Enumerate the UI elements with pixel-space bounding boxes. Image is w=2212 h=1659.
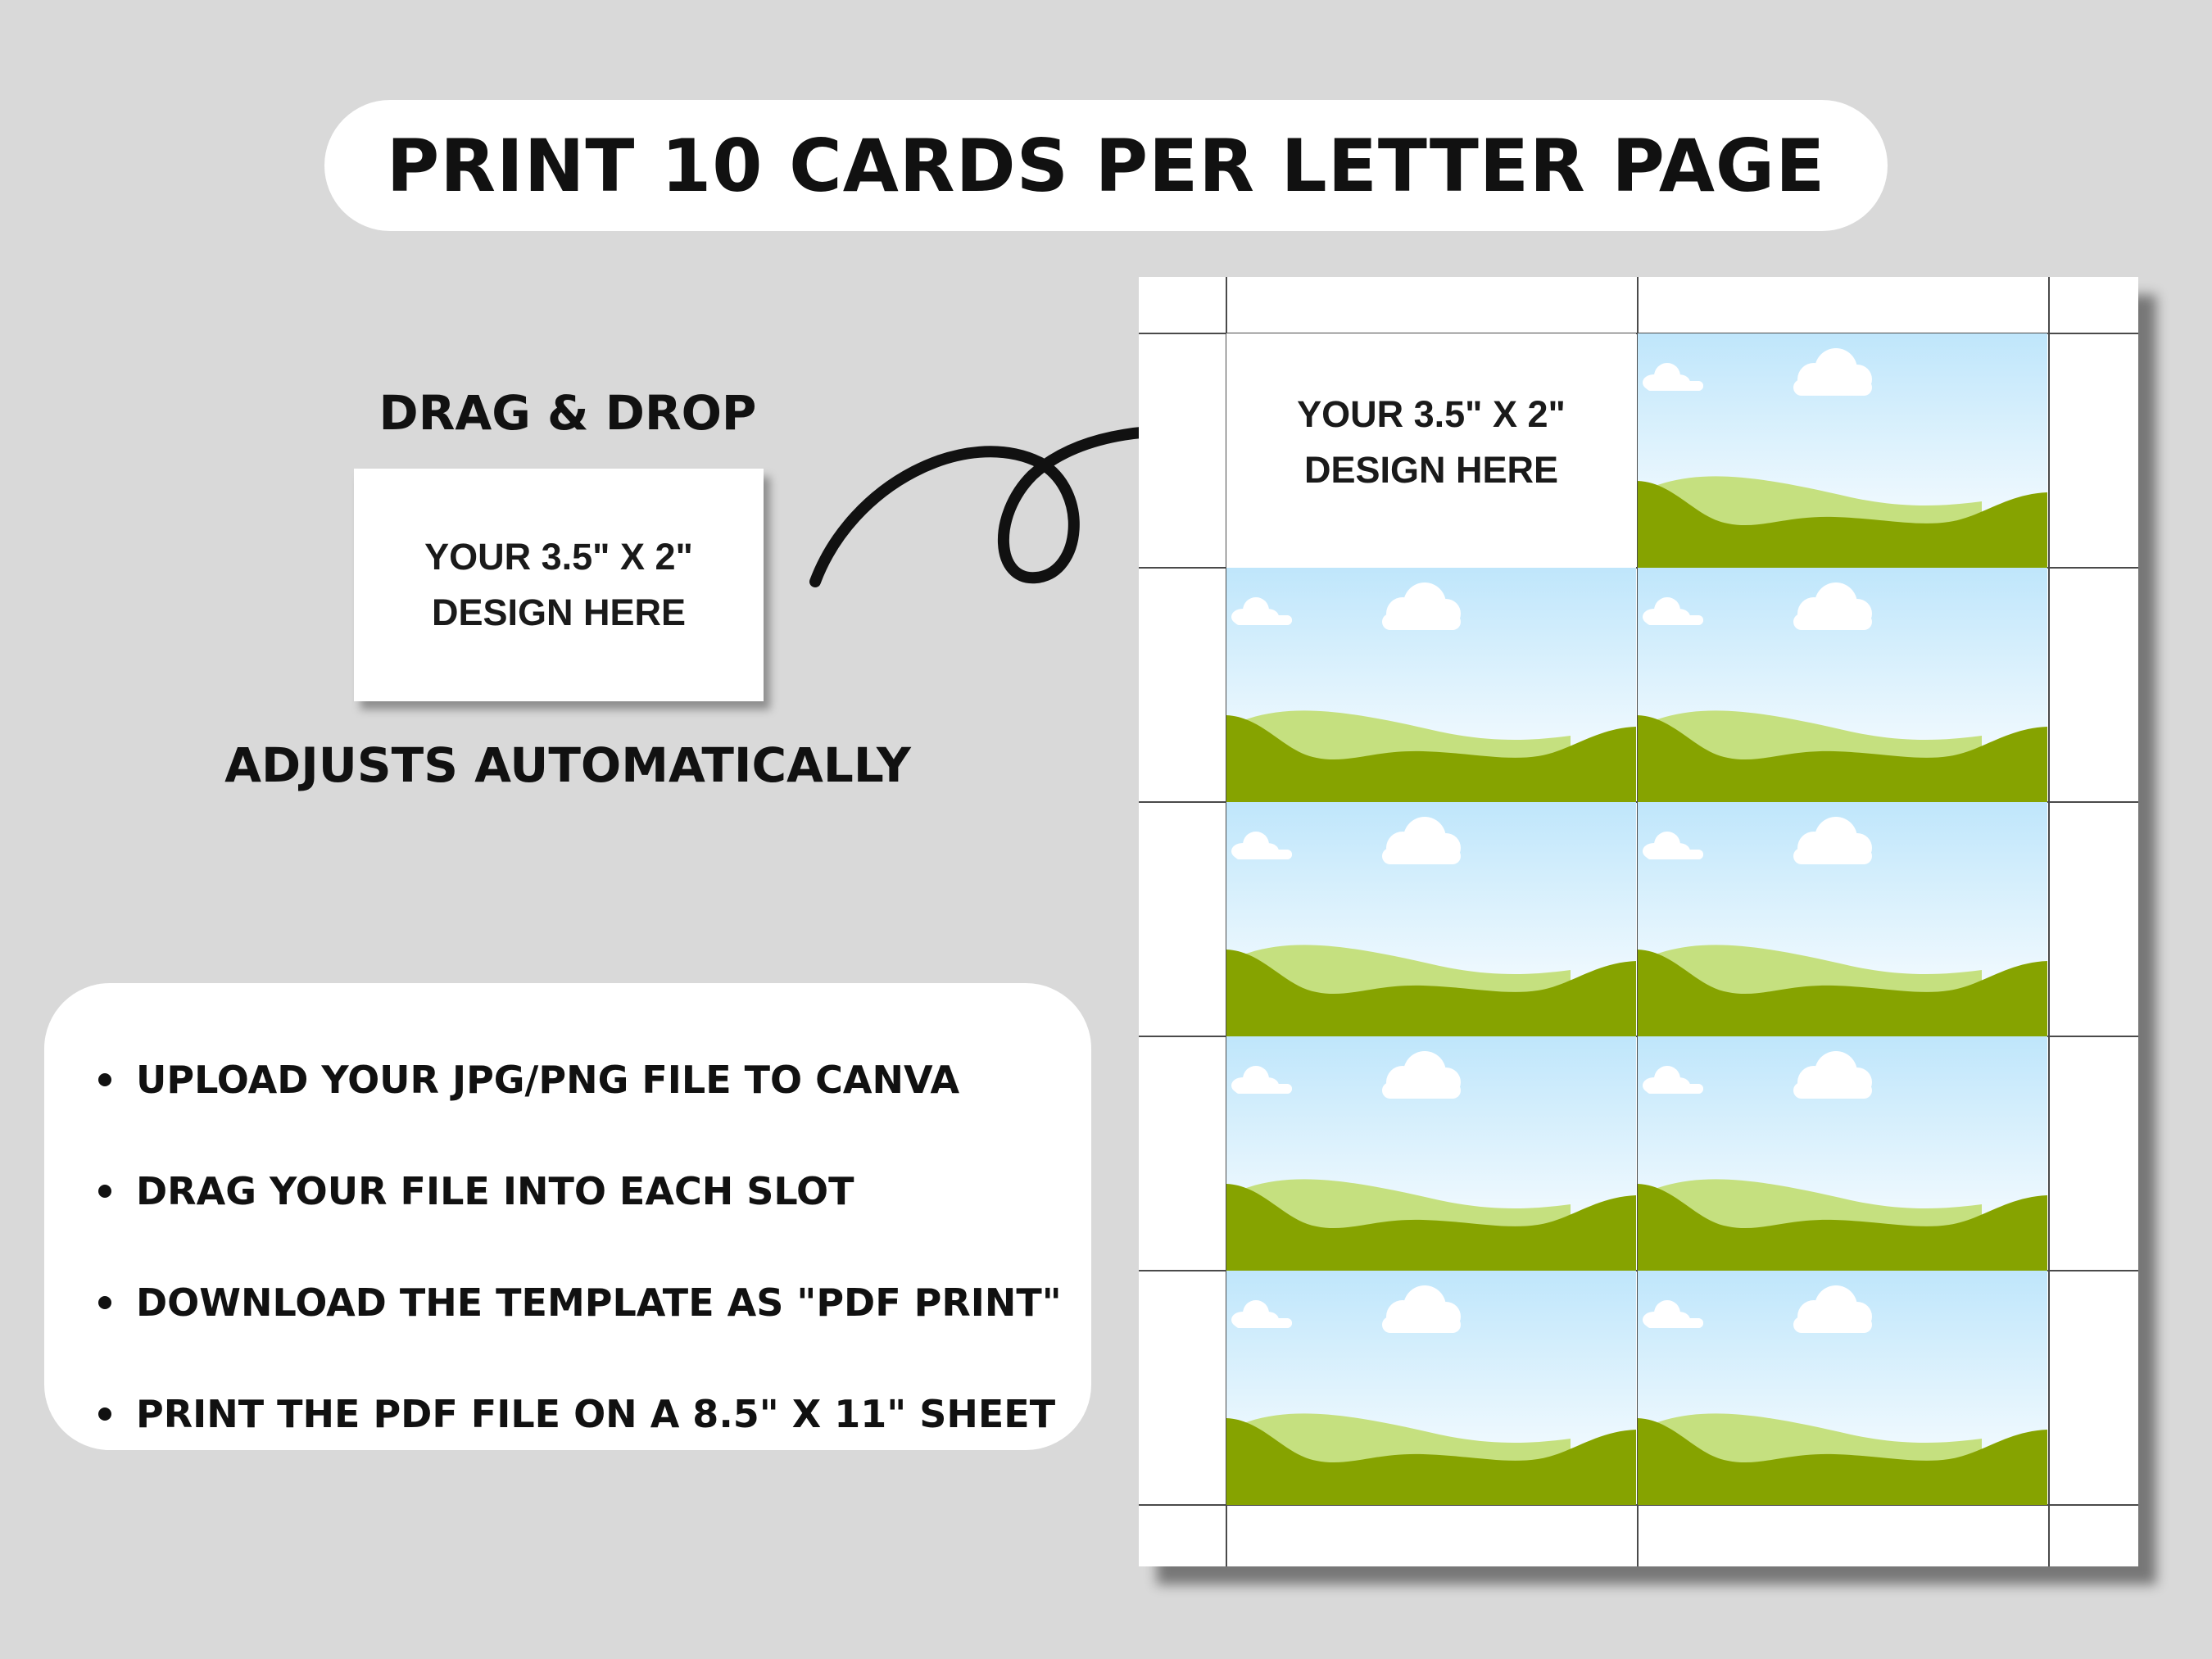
bullet-icon (98, 1407, 111, 1421)
card-slot-landscape[interactable] (1226, 1036, 1636, 1271)
card-slot-landscape[interactable] (1638, 1036, 2047, 1271)
instruction-item: UPLOAD YOUR JPG/PNG FILE TO CANVA (98, 1024, 1091, 1135)
card-slot-design[interactable] (1226, 333, 1636, 568)
card-slot-landscape[interactable] (1226, 568, 1636, 802)
letter-sheet-preview (1139, 277, 2138, 1566)
card-slot-landscape[interactable] (1638, 568, 2047, 802)
drag-drop-label: DRAG & DROP (378, 385, 757, 441)
card-slot-landscape[interactable] (1638, 802, 2047, 1036)
card-slot-landscape[interactable] (1638, 1271, 2047, 1505)
sample-card-line1: YOUR 3.5" X 2" (424, 536, 693, 578)
slot-design-line1: YOUR 3.5" X 2" (1297, 393, 1566, 435)
bullet-icon (98, 1296, 111, 1309)
instruction-item: PRINT THE PDF FILE ON A 8.5" X 11" SHEET (98, 1358, 1091, 1470)
sample-card-line2: DESIGN HERE (431, 592, 687, 633)
page-title: PRINT 10 CARDS PER LETTER PAGE (386, 123, 1826, 208)
card-slot-landscape[interactable] (1638, 333, 2047, 568)
card-slot-landscape[interactable] (1226, 1271, 1636, 1505)
adjusts-automatically-label: ADJUSTS AUTOMATICALLY (224, 737, 911, 793)
card-slot-landscape[interactable] (1226, 802, 1636, 1036)
slot-design-line2: DESIGN HERE (1303, 449, 1559, 491)
bullet-icon (98, 1185, 111, 1198)
cut-line (2048, 277, 2050, 1566)
instruction-item: DRAG YOUR FILE INTO EACH SLOT (98, 1135, 1091, 1247)
instructions-panel (44, 983, 1091, 1450)
instruction-item: DOWNLOAD THE TEMPLATE AS "PDF PRINT" (98, 1247, 1091, 1358)
bullet-icon (98, 1073, 111, 1086)
